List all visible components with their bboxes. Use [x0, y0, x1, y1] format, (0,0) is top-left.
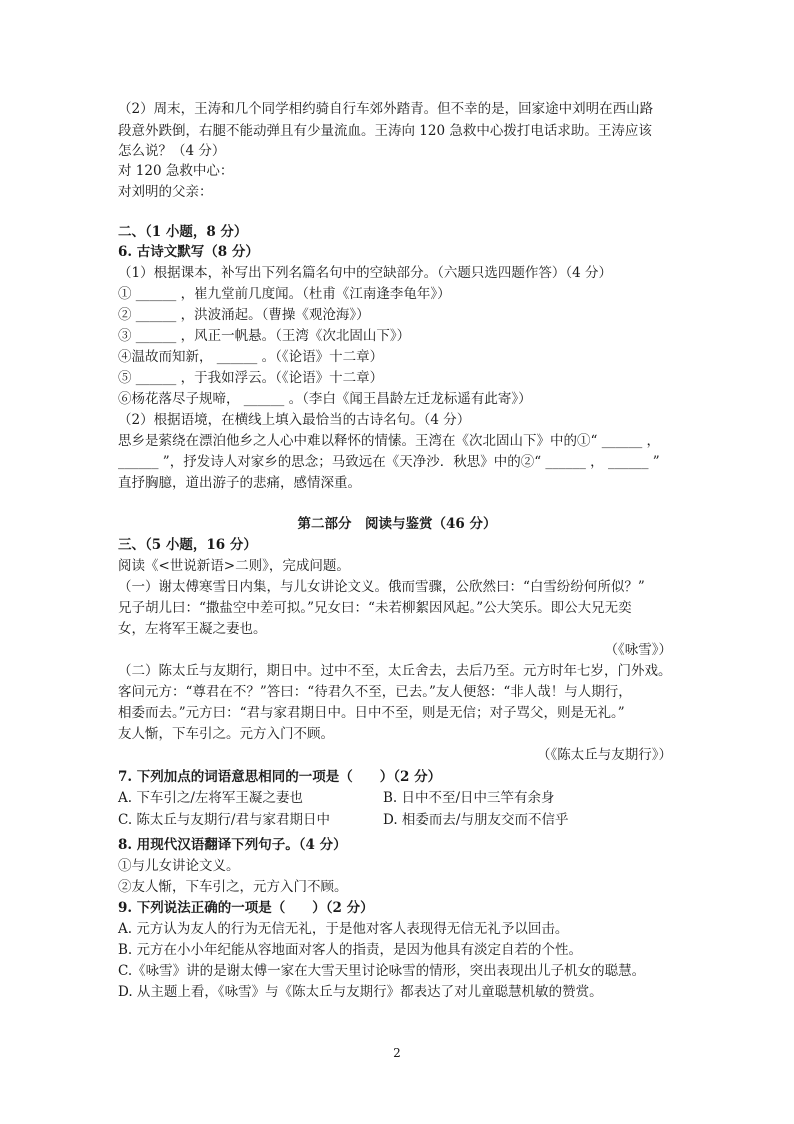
answer-prompt-father: 对刘明的父亲： — [118, 184, 213, 200]
passage-2-line-3: 相委而去。”元方曰：“君与家君期日中。日中不至，则是无信；对子骂父，则是无礼。” — [118, 705, 625, 721]
question-9-option-b: B. 元方在小小年纪能从容地面对客人的指责，是因为他具有淡定自若的个性。 — [118, 942, 583, 958]
passage-1-source: （《咏雪》） — [604, 642, 672, 658]
context-passage-line-2: ______ ”，抒发诗人对家乡的思念；马致远在《天净沙．秋思》中的②“ ______ ， ______ ” — [118, 454, 660, 470]
question-5-2-line-2: 段意外跌倒，右腿不能动弹且有少量流血。王涛向 120 急救中心拨打电话求助。王涛应该 — [118, 123, 652, 139]
question-7-option-a: A. 下车引之/左将军王凝之妻也 — [118, 790, 303, 806]
question-9-option-d: D. 从主题上看，《咏雪》与《陈太丘与友期行》都表达了对儿童聪慧机敏的赞赏。 — [118, 984, 603, 1000]
question-6-1-instruction: （1）根据课本，补写出下列名篇名句中的空缺部分。（六题只选四题作答）（4 分） — [118, 265, 612, 281]
context-passage-line-1: 思乡是萦绕在漂泊他乡之人心中难以释怀的情愫。王湾在《次北固山下》中的①“ ______ ， — [118, 433, 660, 449]
page-number: 2 — [393, 1046, 401, 1060]
question-8-title: 8. 用现代汉语翻译下列句子。（4 分） — [118, 837, 347, 853]
question-7-option-b: B. 日中不至/日中三竿有余身 — [383, 790, 555, 806]
passage-2-line-1: （二）陈太丘与友期行，期日中。过中不至，太丘舍去，去后乃至。元方时年七岁，门外戏。 — [118, 663, 672, 679]
reading-instruction: 阅读《<世说新语>二则》，完成问题。 — [118, 558, 350, 574]
passage-1-line-1: （一）谢太傅寒雪日内集，与儿女讲论文义。俄而雪骤，公欣然曰：“白雪纷纷何所似？” — [118, 579, 645, 595]
question-8-item-2: ②友人惭，下车引之，元方入门不顾。 — [118, 879, 348, 895]
question-8-item-1: ①与儿女讲论文义。 — [118, 858, 240, 874]
context-passage-line-3: 直抒胸臆，道出游子的悲痛，感情深重。 — [118, 475, 361, 491]
question-9-option-c: C.《咏雪》讲的是谢太傅一家在大雪天里讨论咏雪的情形，突出表现出儿子机女的聪慧。 — [118, 963, 646, 979]
answer-prompt-120: 对 120 急救中心： — [118, 163, 234, 179]
section-3-heading: 三、（5 小题，16 分） — [118, 537, 257, 553]
blank-item-6: ⑥杨花落尽子规啼， ______ 。（李白《闻王昌龄左迁龙标遥有此寄》） — [118, 391, 532, 407]
blank-item-5: ⑤ ______ ，于我如浮云。（《论语》十二章） — [118, 370, 384, 386]
passage-2-source: （《陈太丘与友期行》） — [537, 747, 672, 763]
blank-item-1: ① ______ ，崔九堂前几度闻。（杜甫《江南逢李龟年》） — [118, 286, 451, 302]
question-5-2-line-1: （2）周末，王涛和几个同学相约骑自行车郊外踏青。但不幸的是，回家途中刘明在西山路 — [118, 101, 654, 117]
blank-item-4: ④温故而知新， ______ 。（《论语》十二章） — [118, 349, 384, 365]
passage-1-line-2: 兄子胡儿曰：“撒盐空中差可拟。”兄女曰：“未若柳絮因风起。”公大笑乐。即公大兄无奕 — [118, 600, 632, 616]
question-7-option-d: D. 相委而去/与朋友交而不信乎 — [383, 812, 569, 828]
question-5-2-line-3: 怎么说？（4 分） — [118, 143, 226, 159]
question-6-title: 6. 古诗文默写（8 分） — [118, 244, 259, 260]
blank-item-2: ② ______ ，洪波涌起。（曹操《观沧海》） — [118, 307, 370, 323]
part-2-heading: 第二部分 阅读与鉴赏（46 分） — [297, 516, 497, 532]
question-6-2-instruction: （2）根据语境，在横线上填入最恰当的古诗名句。（4 分） — [118, 412, 471, 428]
question-9-title: 9. 下列说法正确的一项是（ ）（2 分） — [118, 900, 374, 916]
question-9-option-a: A. 元方认为友人的行为无信无礼，于是他对客人表现得无信无礼予以回击。 — [118, 921, 569, 937]
blank-item-3: ③ ______ ，风正一帆悬。（王湾《次北固山下》） — [118, 328, 411, 344]
question-7-option-c: C. 陈太丘与友期行/君与家君期日中 — [118, 812, 330, 828]
section-2-heading: 二、（1 小题，8 分） — [118, 224, 248, 240]
passage-2-line-2: 客问元方：“尊君在不？”答曰：“待君久不至，已去。”友人便怒：“非人哉！与人期行， — [118, 684, 632, 700]
passage-2-line-4: 友人惭，下车引之。元方入门不顾。 — [118, 726, 334, 742]
passage-1-line-3: 女，左将军王凝之妻也。 — [118, 621, 267, 637]
question-7-title: 7. 下列加点的词语意思相同的一项是（ ）（2 分） — [118, 769, 442, 785]
